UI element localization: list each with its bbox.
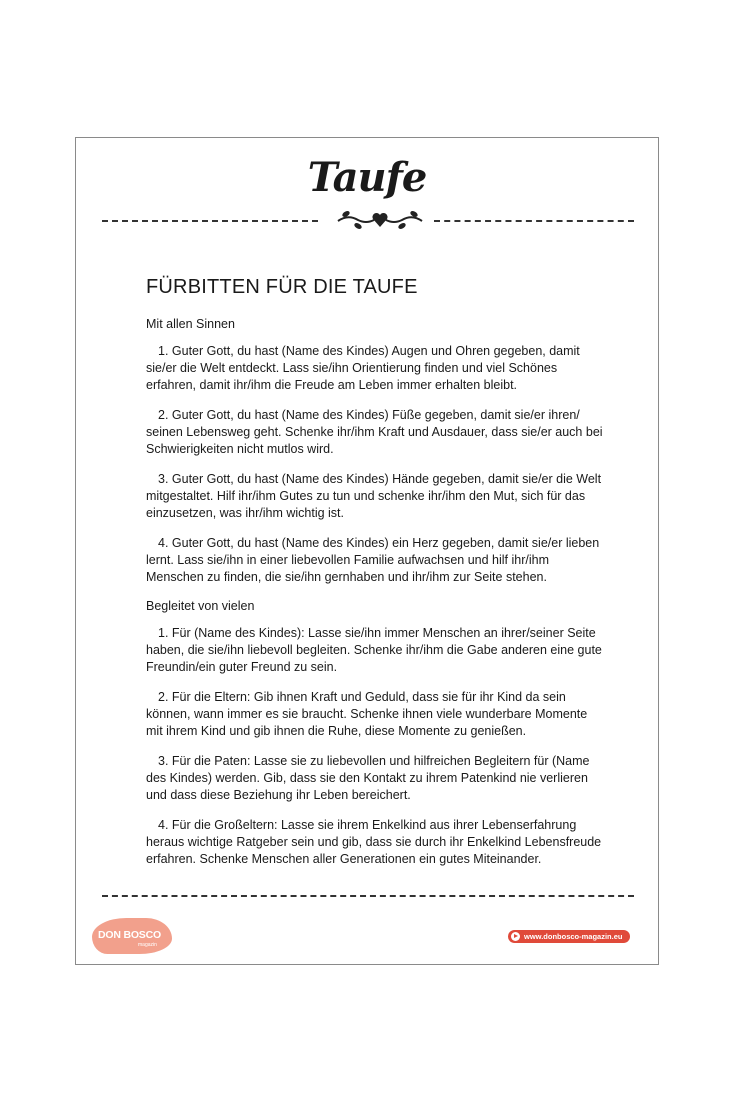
section-label: Begleitet von vielen xyxy=(146,599,255,613)
dashed-divider-bottom xyxy=(102,895,634,897)
document-sheet xyxy=(75,137,659,965)
don-bosco-logo[interactable] xyxy=(92,918,174,954)
section-label: Mit allen Sinnen xyxy=(146,317,235,331)
document-body xyxy=(146,276,606,881)
heart-vine-ornament-icon xyxy=(334,206,426,232)
prayer-paragraph: 4. Guter Gott, du hast (Name des Kindes) ein Herz gegeben, damit sie/er lieben lernt. Lass sie/ihn in einer liebevollen Familie aufwachsen und hilf ihr/ihm Menschen zu finden, die sie/ihn gernhaben und ihr/ihm zur Seite stehen. xyxy=(146,536,600,584)
prayer-paragraph: 2. Für die Eltern: Gib ihnen Kraft und Geduld, dass sie für ihr Kind da sein können, wann immer es sie braucht. Schenke ihnen viele wunderbare Momente mit ihrem Kind und gib ihnen die Ruhe, diese Momente zu genießen. xyxy=(146,690,588,738)
play-icon xyxy=(511,932,520,941)
dashed-divider-left xyxy=(102,220,318,222)
document-header xyxy=(76,138,658,248)
website-url: www.donbosco-magazin.eu xyxy=(524,932,623,941)
document-title: FÜRBITTEN FÜR DIE TAUFE xyxy=(146,276,418,298)
dashed-divider-right xyxy=(434,220,634,222)
prayer-paragraph: 3. Guter Gott, du hast (Name des Kindes) Hände gegeben, damit sie/er die Welt mitgestaltet. Hilf ihr/ihm Gutes zu tun und schenke ihr/ihm den Mut, sich für das einzusetzen, was ihr/ihm wichtig ist. xyxy=(146,472,602,520)
prayer-paragraph: 1. Guter Gott, du hast (Name des Kindes) Augen und Ohren gegeben, damit sie/er die Welt entdeckt. Lass sie/ihn Orientierung finden und viel Schönes erfahren, damit ihr/ihm die Freude am Leben immer erhalten bleibt. xyxy=(146,344,580,392)
logo-subtext: magazin xyxy=(138,942,157,948)
prayer-paragraph: 2. Guter Gott, du hast (Name des Kindes) Füße gegeben, damit sie/er ihren/ seinen Lebensweg geht. Schenke ihr/ihm Kraft und Ausdauer, dass sie/er auch bei Schwierigkeiten nicht mutlos wird. xyxy=(146,408,603,456)
prayer-paragraph: 1. Für (Name des Kindes): Lasse sie/ihn immer Menschen an ihrer/seiner Seite haben, die sie/ihn liebevoll begleiten. Schenke ihr/ihm die Gabe anderen eine gute Freundin/ein guter Freund zu sein. xyxy=(146,626,602,674)
prayer-paragraph: 4. Für die Großeltern: Lasse sie ihrem Enkelkind aus ihrer Lebenserfahrung heraus wichtige Ratgeber sein und gib, dass sie durch ihr Enkelkind Lebensfreude erfahren. Schenke Menschen aller Generationen ein gutes Miteinander. xyxy=(146,818,602,866)
prayer-paragraph: 3. Für die Paten: Lasse sie zu liebevollen und hilfreichen Begleitern für (Name des Kindes) werden. Gib, dass sie den Kontakt zu ihrem Patenkind nie verlieren und dass diese Beziehung ihr Leben bereichert. xyxy=(146,754,590,802)
script-title: Taufe xyxy=(307,154,427,201)
website-link[interactable] xyxy=(508,930,630,943)
logo-text: DON BOSCO xyxy=(98,929,161,941)
